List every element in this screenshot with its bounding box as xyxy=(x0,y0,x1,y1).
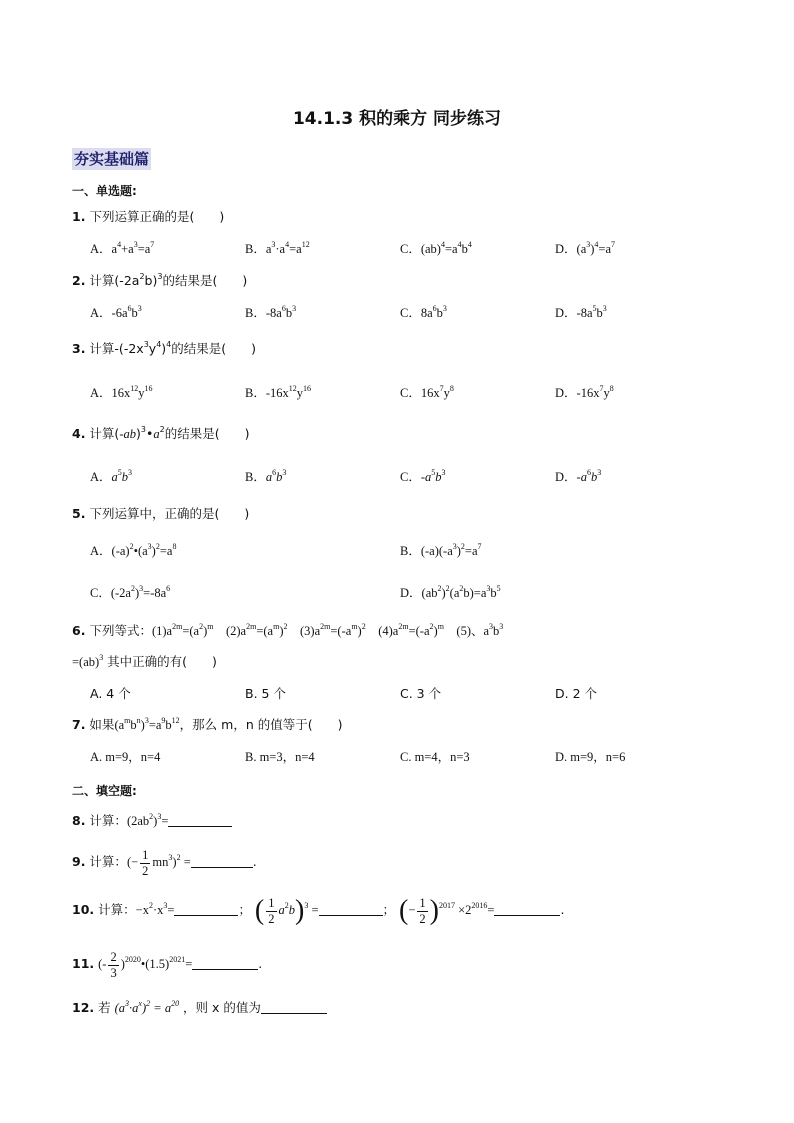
q5-option-b[interactable]: B．$(-a)(-a^3)^2=a^7$ xyxy=(400,542,482,558)
question-4: 4. 计算$(-ab)^3•a^2$的结果是( ) xyxy=(72,425,250,441)
q3-option-d[interactable]: D．$-16x^7y^8$ xyxy=(555,384,614,400)
question-1: 1. 下列运算正确的是( ) xyxy=(72,209,225,224)
section-heading: 夯实基础篇 xyxy=(74,150,150,168)
question-5: 5. 下列运算中，正确的是( ) xyxy=(72,506,250,521)
question-6: 6. 下列等式：$(1)a^{2m}=(a^2)^m$ $(2)a^{2m}=(a^m)^2$ $(3)a^{2m}=(-a^m)^2$ $(4)a^{2m}=(-a^2)^m$ (5)、$a^3b^3$ xyxy=(72,622,504,638)
question-12: 12. 若 $(a^3\cdot a^x)^2 = a^{20}$ ，则 x 的值为 xyxy=(72,996,327,1020)
q2-option-c[interactable]: C．$8a^6b^3$ xyxy=(400,304,447,320)
q3-option-a[interactable]: A．$16x^{12}y^{16}$ xyxy=(90,384,153,400)
question-7: 7. 如果$(a^mb^n)^3=a^9b^{12}$，那么 m，n 的值等于( ) xyxy=(72,716,343,732)
q4-option-d[interactable]: D．$-a^6b^3$ xyxy=(555,468,602,484)
q10-blank-1[interactable] xyxy=(174,901,238,916)
question-2: 2. 计算$(-2a^2b)^3$的结果是( ) xyxy=(72,272,248,288)
question-8: 8. 计算：$(2ab^2)^3=$ xyxy=(72,812,232,830)
q1-option-c[interactable]: C．$(ab)^4=a^4b^4$ xyxy=(400,240,472,256)
question-11: 11. (- $\frac{2}{3}$ )$^{2020}•(1.5)^{2021}=$ . xyxy=(72,949,263,980)
q5-option-d[interactable]: D．$(ab^2)^2(a^2b)=a^3b^5$ xyxy=(400,584,501,600)
q3-option-b[interactable]: B．$-16x^{12}y^{16}$ xyxy=(245,384,312,400)
q12-answer-blank[interactable] xyxy=(261,999,327,1014)
q4-option-c[interactable]: C．$-a^5b^3$ xyxy=(400,468,446,484)
page-title: 14.1.3 积的乘方 同步练习 xyxy=(292,109,502,129)
q4-option-b[interactable]: B．$a^6b^3$ xyxy=(245,468,287,484)
q6-option-a[interactable]: A. 4 个 xyxy=(90,686,131,701)
q2-option-b[interactable]: B．$-8a^6b^3$ xyxy=(245,304,297,320)
q8-answer-blank[interactable] xyxy=(168,812,232,827)
q7-option-d[interactable]: D. m=9，n=6 xyxy=(555,750,626,764)
q9-answer-blank[interactable] xyxy=(191,853,253,868)
question-6-cont: =(ab)$^3$ 其中正确的有( ) xyxy=(72,653,217,669)
q11-answer-blank[interactable] xyxy=(192,955,258,970)
question-9: 9. 计算：(− $\frac{1}{2}$ $mn^3)^2$ = . xyxy=(72,847,257,878)
q5-option-a[interactable]: A．$(-a)^2•(a^3)^2=a^8$ xyxy=(90,542,177,558)
q5-option-c[interactable]: C．$(-2a^2)^3=-8a^6$ xyxy=(90,584,171,600)
question-10: 10. 计算：$-x^2\cdot x^3=$ ； ( $\frac{1}{2}$ $a^2b)^3$ = ； (− $\frac{1}{2}$ )$^{2017} \times 2^{2016}=$ . xyxy=(72,895,565,927)
q7-option-c[interactable]: C. m=4，n=3 xyxy=(400,750,470,764)
part-fill-blank: 二、填空题: xyxy=(72,784,137,798)
q1-option-a[interactable]: A．$a^4+a^3=a^7$ xyxy=(90,240,155,256)
q2-option-d[interactable]: D．$-8a^5b^3$ xyxy=(555,304,607,320)
part-single-choice: 一、单选题: xyxy=(72,184,137,198)
q7-option-a[interactable]: A. m=9，n=4 xyxy=(90,750,161,764)
q6-option-d[interactable]: D. 2 个 xyxy=(555,686,597,701)
q10-blank-3[interactable] xyxy=(494,901,560,916)
q6-option-c[interactable]: C. 3 个 xyxy=(400,686,442,701)
question-3: 3. 计算$-(-2x^3y^4)^4$的结果是( ) xyxy=(72,340,257,356)
q6-option-b[interactable]: B. 5 个 xyxy=(245,686,286,701)
q4-option-a[interactable]: A．$a^5b^3$ xyxy=(90,468,133,484)
q1-option-d[interactable]: D．$(a^3)^4=a^7$ xyxy=(555,240,616,256)
q10-blank-2[interactable] xyxy=(319,901,383,916)
q7-option-b[interactable]: B. m=3，n=4 xyxy=(245,750,315,764)
q2-option-a[interactable]: A．$-6a^6b^3$ xyxy=(90,304,142,320)
q1-option-b[interactable]: B．$a^3\cdot a^4=a^{12}$ xyxy=(245,240,310,256)
q3-option-c[interactable]: C．$16x^7y^8$ xyxy=(400,384,454,400)
